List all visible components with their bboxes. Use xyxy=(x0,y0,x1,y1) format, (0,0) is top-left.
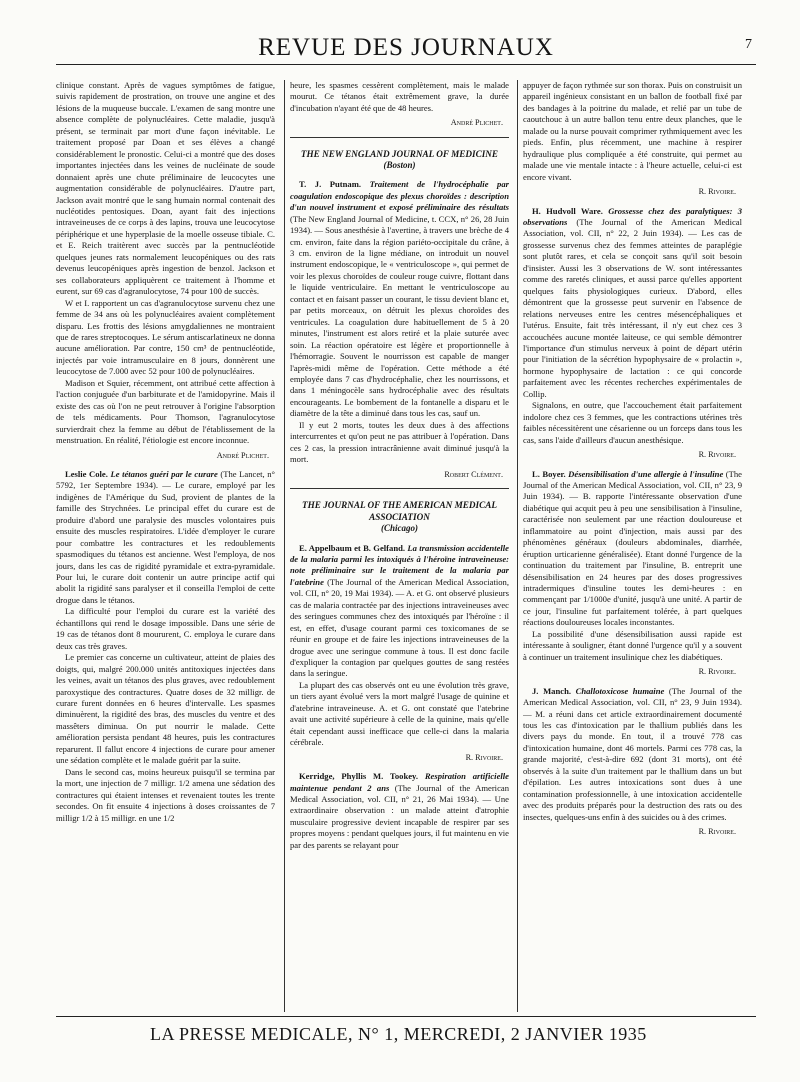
paragraph: La difficulté pour l'emploi du curare est la variété des échantillons qui rend le dosage impossible. Dans une série de 19 cas de tétanos dont 8 moururent, C. employa le curare dans deux cas très graves. xyxy=(56,606,275,651)
paragraph: heure, les spasmes cessèrent complètement, mais le malade mourut. Ce tétanos était extrêmement grave, la durée d'incubation n'ayant été que de 48 heures. xyxy=(290,80,509,113)
paragraph: Il y eut 2 morts, toutes les deux dues à des affections intercurrentes et qu'on peut ne pas attribuer à l'opération. Dans ces 2 cas, la pression intracrânienne avait diminué jusqu'à la mort. xyxy=(290,419,509,465)
paragraph: Le premier cas concerne un cultivateur, atteint de plaies des doigts, qui, malgré 200.000 unités antitoxiques injectées dans les veines, avait un tétanos des plus graves, avec redoublement paroxystique des contractures. Quatre doses de 32 milligr. de curare furent données en 6 heures d'intervalle. Les spasmes diminuèrent, la rigidité des bras, des muscles du ventre et des massêters diminua. On put nourrir le malade. Cette amélioration persista pendant 48 heures, puis les contractures reparurent. Il fallut encore 4 injections de curare pour amener une sédation complète et le malade guérit par la suite. xyxy=(56,652,275,766)
article-title: Challotoxicose humaine xyxy=(575,685,665,696)
article-putnam xyxy=(290,179,509,465)
article-boyer xyxy=(523,469,742,664)
article-author: H. Hudvoll Ware. xyxy=(532,205,603,216)
article-body: (The New England Journal of Medicine, t. CCX, n° 26, 28 Juin 1934). — Sous anesthésie à l'avertine, à travers une brèche de 4 cm. environ, faite dans la région pariéto-occipitale du crâne, à 3 cm. environ de la ligne médiane, on introduit un nouvel instrument endoscopique, le « ventriculoscope », qui permet de voir les plexus choroïdes de couleur rouge cuivre, flottant dans le liquide ventriculaire. En mettant le ventriculoscope au contact et en faisant passer un courant, le tissu devient blanc et, par petits morceaux, on détruit les plexus choroïdes des ventricules. La coagulation dure habituellement de 5 à 20 minutes, l'instrument est alors retiré et la plaie suturée avec soin. La réaction opératoire est légère et proportionnelle à l'hémorragie. Souvent le nourrisson est capable de manger l'après-midi même de l'opération. Cette méthode a été employée dans 7 cas d'hydrocéphalie, chez les nourrissons, et dans 1 méningocèle sans hydrocéphalie avec des résultats encourageants. Le bombement de la fontanelle a disparu et le diamètre de la tête a diminué dans tous les cas, sauf un. xyxy=(290,213,509,419)
article-title: La transmission accidentelle de la malaria parmi les intoxiqués à l'héroïne intraveineuse: note préliminaire sur le traitement de la malaria par l'atebrine xyxy=(290,542,509,587)
signature: André Plichet. xyxy=(216,450,269,460)
paragraph: La plupart des cas observés ont eu une évolution très grave, un tiers ayant évolué vers la mort malgré l'usage de quinine et d'atebrine intraveineuse. A. et G. ont constaté que l'atebrine avait une activité supérieure à celle de la quinine, mais qu'elle était cependant aussi inefficace que celle-ci dans la malaria cérébrale. xyxy=(290,679,509,748)
article-body: (The Lancet, n° 5792, 1er Septembre 1934). — Le curare, employé par les indigènes de l'Amérique du Sud, provient de plantes de la famille des Strychnées. Le principal effet du curare est de produire d'abord une paralysie des muscles volontaires puis ensuite des muscles respiratoires. L'idée d'employer le curare pour combattre les contractures et les redoublements spasmodiques du tétanos est ancienne. West l'employa, de nos jours, dans les cas de rigidité pyramidale et extra-pyramidale. Pour lui, le curare doit contenir un autre principe actif qui abolit la rigidité sans paralyser et il conseilla l'emploi de cette drogue dans le tétanos. xyxy=(56,468,275,605)
paragraph: La possibilité d'une désensibilisation aussi rapide est intéressante à souligner, étant donné l'urgence qu'il y a souvent à continuer un traitement insulinique chez les diabétiques. xyxy=(523,628,742,662)
journal-city: (Boston) xyxy=(383,159,416,170)
paragraph: Madison et Squier, récemment, ont attribué cette affection à l'action conjuguée d'un barbiturate et de l'amidopyrine. Mais il existe des cas où l'on ne peut retrouver à l'origine l'absorption de tels médicaments. Pour Thomson, l'agranulocytose survierdrait chez la femme au début de l'établissement de la menstruation. En réalité, l'étiologie est encore inconnue. xyxy=(56,377,275,446)
article-body: (The Journal of the American Medical Association, vol. CII, n° 23, 9 Juin 1934). — M. a réuni dans cet article extraordinairement documenté tous les cas d'intoxication par le thallium publiés dans les divers pays du monde. En tout, il a trouvé 778 cas d'intoxication humaine, dont 46 mortels. Parmi ces 778 cas, la grande majorité, c'est-à-dire 692 (dont 31 morts), ont été observés à la suite d'un traitement par le thallium dans un but d'épilation. Les autres intoxications sont dues à une contamination professionnelle, à une intoxication accidentelle avec des produits préparés pour la destruction des rats ou des insectes, quelques-uns enfin à des suicides ou à des crimes. xyxy=(523,685,742,822)
article-title: Désensibilisation d'une allergie à l'insuline xyxy=(568,468,724,479)
journal-city: (Chicago) xyxy=(381,523,418,534)
article-body: (The Journal of the American Medical Association, vol. CII, n° 22, 2 Juin 1934). — Les cas de grossesse survenus chez des femmes atteintes de paraplégie sont plutôt rares, et cela se conçoit sans qu'il soit besoin d'insister. Aussi les 3 observations de W. sont intéressantes comme des raretés cliniques, et aussi parce qu'elles apportent quelques faits physiologiques curieux. D'abord, elles démontrent que la grossesse peut survenir en l'absence de relations nerveuses entre les centres mésencéphaliques et l'utérus. Ensuite, fait très intéressant, il n'y eut chez ces 3 accouchées aucune montée laiteuse, ce qui semble démontrer l'importance d'un stimulus nerveux à point de départ utérin pour l'initiation de la sécrétion hypophysaire de « prolactin », hormone hypophysaire de lactation : ce qui concorde parfaitement avec les récentes recherches expérimentales de Collip. xyxy=(523,216,742,399)
column-1 xyxy=(56,80,275,1014)
article-author: L. Boyer. xyxy=(532,468,566,479)
journal-heading: THE NEW ENGLAND JOURNAL OF MEDICINE xyxy=(300,148,499,159)
paragraph: Dans le second cas, moins heureux puisqu'il se termina par la mort, une injection de 7 milligr. 1/2 amena une sédation des contractures qui étaient intenses et revenaient toutes les trente secondes. On fit ensuite 4 injections à doses croissantes de 7 milligr 1/2 à 15 milligr. en une 1/2 xyxy=(56,766,275,823)
article-kerridge xyxy=(290,771,509,851)
article-author: E. Appelbaum et B. Gelfand. xyxy=(299,542,406,553)
journal-heading: THE JOURNAL OF THE AMERICAN MEDICAL ASSOCIATION xyxy=(302,500,497,523)
article-author: J. Manch. xyxy=(532,685,571,696)
column-divider xyxy=(517,80,518,1012)
article-title: Traitement de l'hydrocéphalie par coagulation endoscopique des plexus choroïdes : description d'un nouvel instrument et exposé préliminaire des résultats xyxy=(290,179,509,213)
signature: R. Rivoire. xyxy=(465,752,503,762)
paragraph: appuyer de façon rythmée sur son thorax. Puis on construisit un appareil ingénieux consistant en un ballon de football fixé par des bandages à la poitrine du malade, et relié par un tube de caoutchouc à un autre ballon tenu entre deux planches, que le malade ou la nurse pouvait comprimer rythmiquement avec les pieds. Enfin, plus récemment, une machine à respirer hydraulique plus compliquée a été construite, qui permet au malade une vie mentale intacte : à l'heure actuelle, celui-ci est encore vivant. xyxy=(523,80,742,182)
paragraph: clinique constant. Après de vagues symptômes de fatigue, suivis rapidement de prostration, on trouve une angine et des lésions de la muqueuse buccale. L'examen de sang montre une absence complète de polynucléaires. Cette maladie, jusqu'à présent, se terminait par mort d'une façon inévitable. Le traitement proposé par Doan et ses élèves a changé considérablement le pronostic. Celui-ci a montré que des doses importantes injectées dans les veines de nucléinate de soude donnaient après une chute préliminaire de leucocytes une augmentation considérable de polynucléaires. D'autre part, Jackson avait montré que le sang humain normal contenait des nucléotides pentosiques. Doan, ayant fait des injections intraveineuses de ce corps à des lapins, trouva une leucocytose périphérique et une hyperplasie de la moelle osseuse tibiale. C. et E. Reich traitèrent avec succès par la pentnucléotide quelques jeunes rats normalement leucopéniques ou des rats devenus leucopéniques après ingestion de benzol. Jackson et ses collaborateurs appliquèrent ce traitement à l'homme et eurent, sur 69 cas d'agranulocytose, 74 pour 100 de succès. xyxy=(56,80,275,297)
article-title: Respiration artificielle maintenue pendant 2 ans xyxy=(290,771,509,793)
column-3 xyxy=(523,80,742,1014)
article-author: T. J. Putnam. xyxy=(299,179,362,190)
column-2 xyxy=(290,80,509,1014)
article-manch xyxy=(523,686,742,823)
article-author: Leslie Cole. xyxy=(65,468,108,479)
signature: André Plichet. xyxy=(450,118,503,128)
section-divider xyxy=(290,137,509,138)
article-cole xyxy=(56,469,275,824)
article-appelbaum xyxy=(290,543,509,749)
footer-rule xyxy=(56,1016,756,1017)
signature: Robert Clément. xyxy=(444,469,503,479)
signature: R. Rivoire. xyxy=(698,827,736,837)
section-divider xyxy=(290,488,509,489)
paragraph: W et I. rapportent un cas d'agranulocytose survenu chez une femme de 34 ans où les polynucléaires avaient complètement disparu. Les frottis des lésions amygdaliennes ne montraient que de rares streptocoques. Le sérum antiscarlatineux ne donna aucune amélioration. Par contre, 150 cm³ de pentnucléotide, injectés par voie intramusculaire en 8 jours, donnèrent une leucocytose de 7.000 avec 52 pour 100 de polynucléaires. xyxy=(56,297,275,377)
page-number: 7 xyxy=(745,37,752,52)
paragraph: Signalons, en outre, que l'accouchement était parfaitement indolore chez ces 3 femmes, que les contractions utérines très faibles nécessitèrent une césarienne ou un forceps dans tous les cas, sans l'aide d'ailleurs d'aucun anesthésique. xyxy=(523,400,742,445)
article-author: Kerridge, Phyllis M. Tookey. xyxy=(299,771,419,782)
column-divider xyxy=(284,80,285,1012)
page-header xyxy=(56,34,756,65)
article-title: Le tétanos guéri par le curare xyxy=(110,468,218,479)
page-title: REVUE DES JOURNAUX xyxy=(258,34,554,61)
article-body: (The Journal of the American Medical Association, vol. CII, n° 20, 19 Mai 1934). — A. et G. ont observé plusieurs cas de malaria contractée par des injections intraveineuses avec des seringues communes chez des intoxiqués par l'héroïne : il est, en effet, d'usage courant parmi ces toxicomanes de se réunir en groupe et de faire les injections intraveineuses de la drogue avec une seringue commune à tous. Il est donc facile d'expliquer la contagion par quelques gouttes de sang restées dans la seringue. xyxy=(290,576,509,679)
signature: R. Rivoire. xyxy=(698,450,736,460)
article-body: (The Journal of the American Medical Association, vol. CII, n° 23, 9 Juin 1934). — B. rapporte l'intéressante observation d'une diabétique qui acquit peu à peu une sensibilisation à l'insuline, caractérisée non seulement par une réaction douloureuse et inflammatoire au point d'injection, mais aussi par des phénomènes généraux (douleurs abdominales, diarrhée, éruption urticarienne généralisée). Etant donné l'urgence de la continuation du traitement par l'insuline, B. entreprit une désensibilisation en 24 heures par des doses progressives intradermiques d'insuline toutes les demi-heures : en commençant par 1/1000e d'unité, jusqu'à une unité. A partir de ce jour, l'insuline fut parfaitement tolérée, à part quelques réactions douloureuses locales inconstantes. xyxy=(523,468,742,628)
article-ware xyxy=(523,206,742,447)
signature: R. Rivoire. xyxy=(698,667,736,677)
signature: R. Rivoire. xyxy=(698,187,736,197)
page-footer: LA PRESSE MEDICALE, N° 1, MERCREDI, 2 JANVIER 1935 xyxy=(150,1024,647,1044)
article-title: Grossesse chez des paralytiques: 3 observations xyxy=(523,205,742,227)
article-body: (The Journal of the American Medical Association, vol. CII, n° 21, 26 Mai 1934). — Une extraordinaire observation : un malade atteint d'atrophie musculaire progressive devient incapable de respirer par ses propres moyens : pendant quelques jours, il fut maintenu en vie par des parents se relayant pour xyxy=(290,782,509,850)
